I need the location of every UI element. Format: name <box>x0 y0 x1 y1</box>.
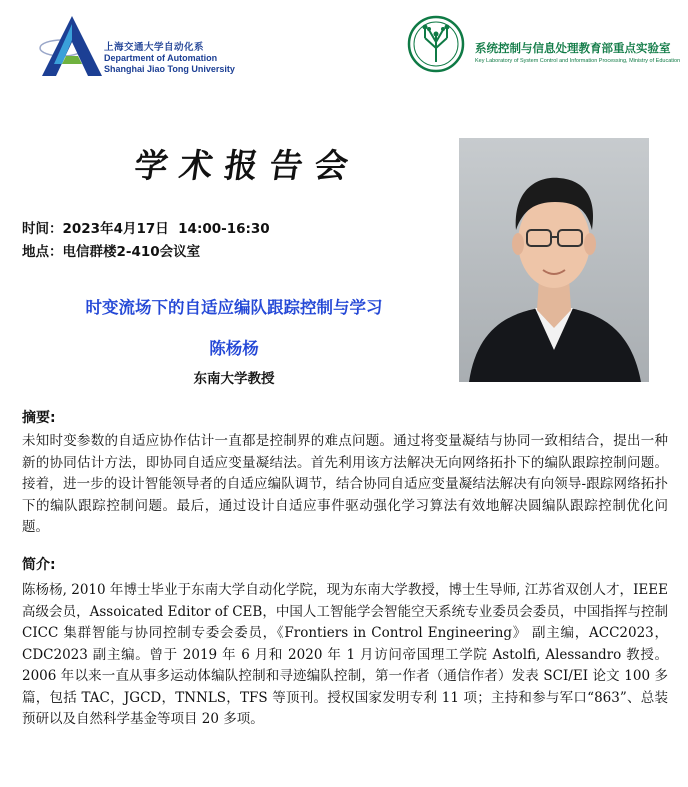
time-line <box>22 217 270 237</box>
speaker-name: 陈杨杨 <box>209 339 259 358</box>
dept-logo <box>38 12 248 80</box>
abstract-heading: 摘要: <box>22 410 56 426</box>
lab-logo <box>405 14 680 74</box>
talk-title: 时变流场下的自适应编队跟踪控制与学习 <box>85 298 383 317</box>
lab-name-cn: 系统控制与信息处理教育部重点实验室 <box>475 41 671 55</box>
speaker-affiliation: 东南大学教授 <box>193 371 275 387</box>
lab-circuit-tree-icon <box>405 14 467 74</box>
place-line <box>22 240 200 260</box>
time-label: 时间： <box>22 221 63 237</box>
abstract-text: 未知时变参数的自适应协作估计一直都是控制界的难点问题。通过将变量凝结与协同一致相结合，提出一种新的协同估计方法，即协同自适应变量凝结法。首先利用该方法解决无向网络拓扑下的编队跟踪控制问题。接着，进一步的设计智能领导者的自适应编队调节，结合协同自适应变量凝结法解决有向领导-跟踪网络拓扑下的编队跟踪控制问题。最后，通过设计自适应事件驱动强化学习算法有效地解决圆编队跟踪控制优化问题。 <box>22 433 668 535</box>
page-title: 学术报告会 <box>131 146 363 185</box>
dept-name-en: Department of Automation <box>104 53 218 63</box>
university-name-en: Shanghai Jiao Tong University <box>104 64 235 74</box>
place-value: 电信群楼2-410会议室 <box>62 244 201 260</box>
bio-heading: 简介: <box>22 557 56 573</box>
sjtu-a-emblem-icon <box>38 12 108 80</box>
time-value: 2023年4月17日 14:00-16:30 <box>62 221 270 237</box>
dept-name-cn: 上海交通大学自动化系 <box>104 42 205 53</box>
speaker-portrait-icon <box>459 138 649 382</box>
lab-name-en: Key Laboratory of System Control and Information Processing, Ministry of Education <box>475 58 681 64</box>
speaker-photo <box>459 138 649 382</box>
bio-text: 陈杨杨, 2010 年博士毕业于东南大学自动化学院，现为东南大学教授，博士生导师, 江苏省双创人才，IEEE 高级会员，Assoicated Editor of CEB，中国人工智能学会智能空天系统专业委员会委员，中国指挥与控制 CICC 集群智能与协同控制专委会委员，《Frontiers in Control Engineering》 副主编，ACC2023，CDC2023 副主编。曾于 2019 年 6 月和 2020 年 1 月访问帝国理工学院 Astolfi, Alessandro 教授。2006 年以来一直从事多运动体编队控制和寻迹编队控制，第一作者（通信作者）发表 SCI/EI 论文 100 多篇，包括 TAC，JGCD，TNNLS，TFS 等顶刊。授权国家发明专利 11 项；主持和参与军口“863”、总装预研以及自然科学基金等项目 20 多项。 <box>22 582 668 727</box>
place-label: 地点： <box>22 244 63 260</box>
